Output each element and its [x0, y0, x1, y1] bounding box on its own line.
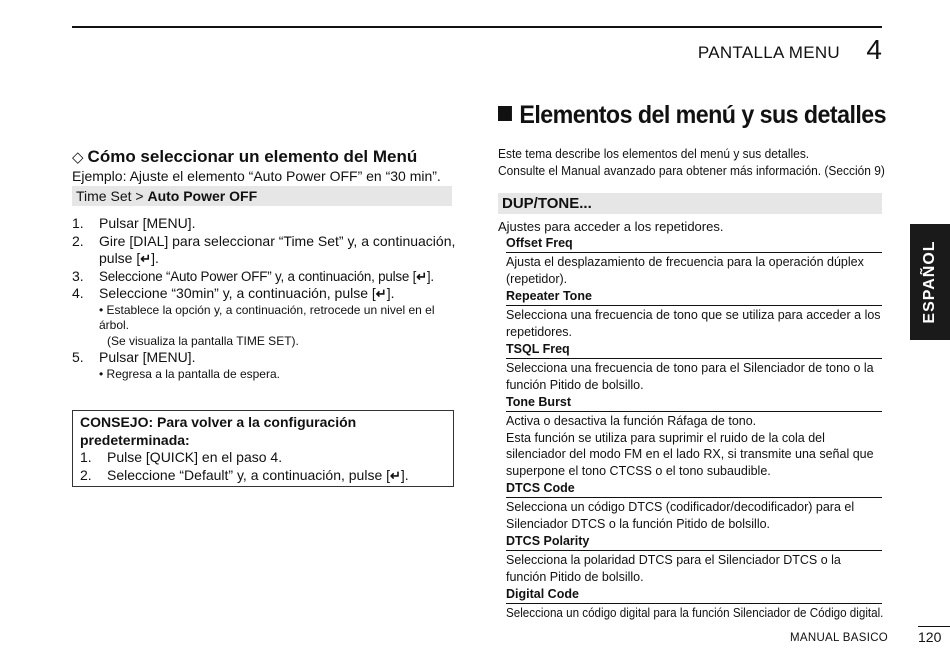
- step-3: 3. Seleccione “Auto Power OFF” y, a continuación, pulse [↵].: [72, 267, 434, 284]
- item-name: Digital Code: [506, 586, 882, 604]
- item-description: Selecciona un código digital para la función Silenciador de Código digital.: [506, 606, 884, 620]
- item-name: Offset Freq: [506, 235, 882, 253]
- enter-key-icon: ↵: [416, 268, 427, 284]
- item-name: Tone Burst: [506, 394, 882, 412]
- menu-items-list: [506, 235, 882, 623]
- step-4-note-2: (Se visualiza la pantalla TIME SET).: [107, 333, 299, 348]
- footer-label: MANUAL BASICO: [790, 632, 889, 644]
- tip-step-1: 1. Pulse [QUICK] en el paso 4.: [80, 449, 283, 465]
- chapter-title: PANTALLA MENU: [697, 43, 840, 62]
- diamond-icon: ◇: [72, 149, 84, 166]
- step-1: 1. Pulsar [MENU].: [72, 215, 196, 231]
- group-description: Ajustes para acceder a los repetidores.: [498, 219, 724, 234]
- item-description: Selecciona un código DTCS (codificador/decodificador) para el Silenciador DTCS o la función Pitido de bolsillo.: [506, 500, 855, 531]
- step-4-note: • Establece la opción y, a continuación, retrocede un nivel en el árbol.: [99, 302, 435, 332]
- section-heading-text: Cómo seleccionar un elemento del Menú: [87, 147, 418, 166]
- item-name: DTCS Code: [506, 480, 882, 498]
- tip-step-2: 2. Seleccione “Default” y, a continuación, pulse [↵].: [80, 466, 409, 483]
- item-description: Activa o desactiva la función Ráfaga de tono. Esta función se utiliza para suprimir el ruido de la cola del silenciador del modo FM en el lado RX, si transmite una señal que superpone el tono CTCSS o el tono subaudible.: [506, 414, 874, 478]
- enter-key-icon: ↵: [390, 467, 401, 483]
- menu-path-prefix: Time Set >: [76, 188, 144, 204]
- intro-text: Este tema describe los elementos del menú y sus detalles. Consulte el Manual avanzado para obtener más información. (Sección 9): [498, 146, 885, 178]
- item-description: Selecciona una frecuencia de tono para el Silenciador de tono o la función Pitido de bolsillo.: [506, 361, 874, 392]
- tip-box: [72, 410, 454, 487]
- tip-title: CONSEJO: Para volver a la configuración predeterminada:: [80, 414, 357, 448]
- footer-rule: [918, 626, 950, 627]
- step-4: 4. Seleccione “30min” y, a continuación, pulse [↵].: [72, 285, 395, 301]
- example-text: Ejemplo: Ajuste el elemento “Auto Power OFF” en “30 min”.: [72, 168, 441, 184]
- menu-path-item: Auto Power OFF: [147, 188, 258, 204]
- enter-key-icon: ↵: [375, 286, 387, 301]
- item-description: Selecciona la polaridad DTCS para el Silenciador DTCS o la función Pitido de bolsillo.: [506, 553, 841, 584]
- item-name: Repeater Tone: [506, 288, 882, 306]
- page-title: Elementos del menú y sus detalles: [498, 101, 886, 130]
- group-title-bar: DUP/TONE...: [498, 193, 882, 214]
- language-tab: ESPAÑOL: [910, 224, 950, 340]
- square-bullet-icon: [498, 106, 512, 121]
- page-number: 120: [918, 629, 942, 645]
- chapter-number: 4: [866, 34, 882, 65]
- enter-key-icon: ↵: [140, 251, 152, 266]
- item-description: Selecciona una frecuencia de tono que se utiliza para acceder a los repetidores.: [506, 308, 881, 339]
- item-name: TSQL Freq: [506, 341, 882, 359]
- menu-path-bar: [72, 186, 452, 206]
- steps-list: [72, 215, 462, 382]
- step-5: 5. Pulsar [MENU].: [72, 349, 196, 365]
- step-2: 2. Gire [DIAL] para seleccionar “Time Set” y, a continuación, pulse [↵].: [72, 232, 456, 266]
- item-description: Ajusta el desplazamiento de frecuencia para la operación dúplex (repetidor).: [506, 255, 864, 286]
- item-name: DTCS Polarity: [506, 533, 882, 551]
- section-heading: [72, 147, 417, 167]
- step-5-note: • Regresa a la pantalla de espera.: [99, 366, 280, 381]
- header-rule: [72, 26, 882, 28]
